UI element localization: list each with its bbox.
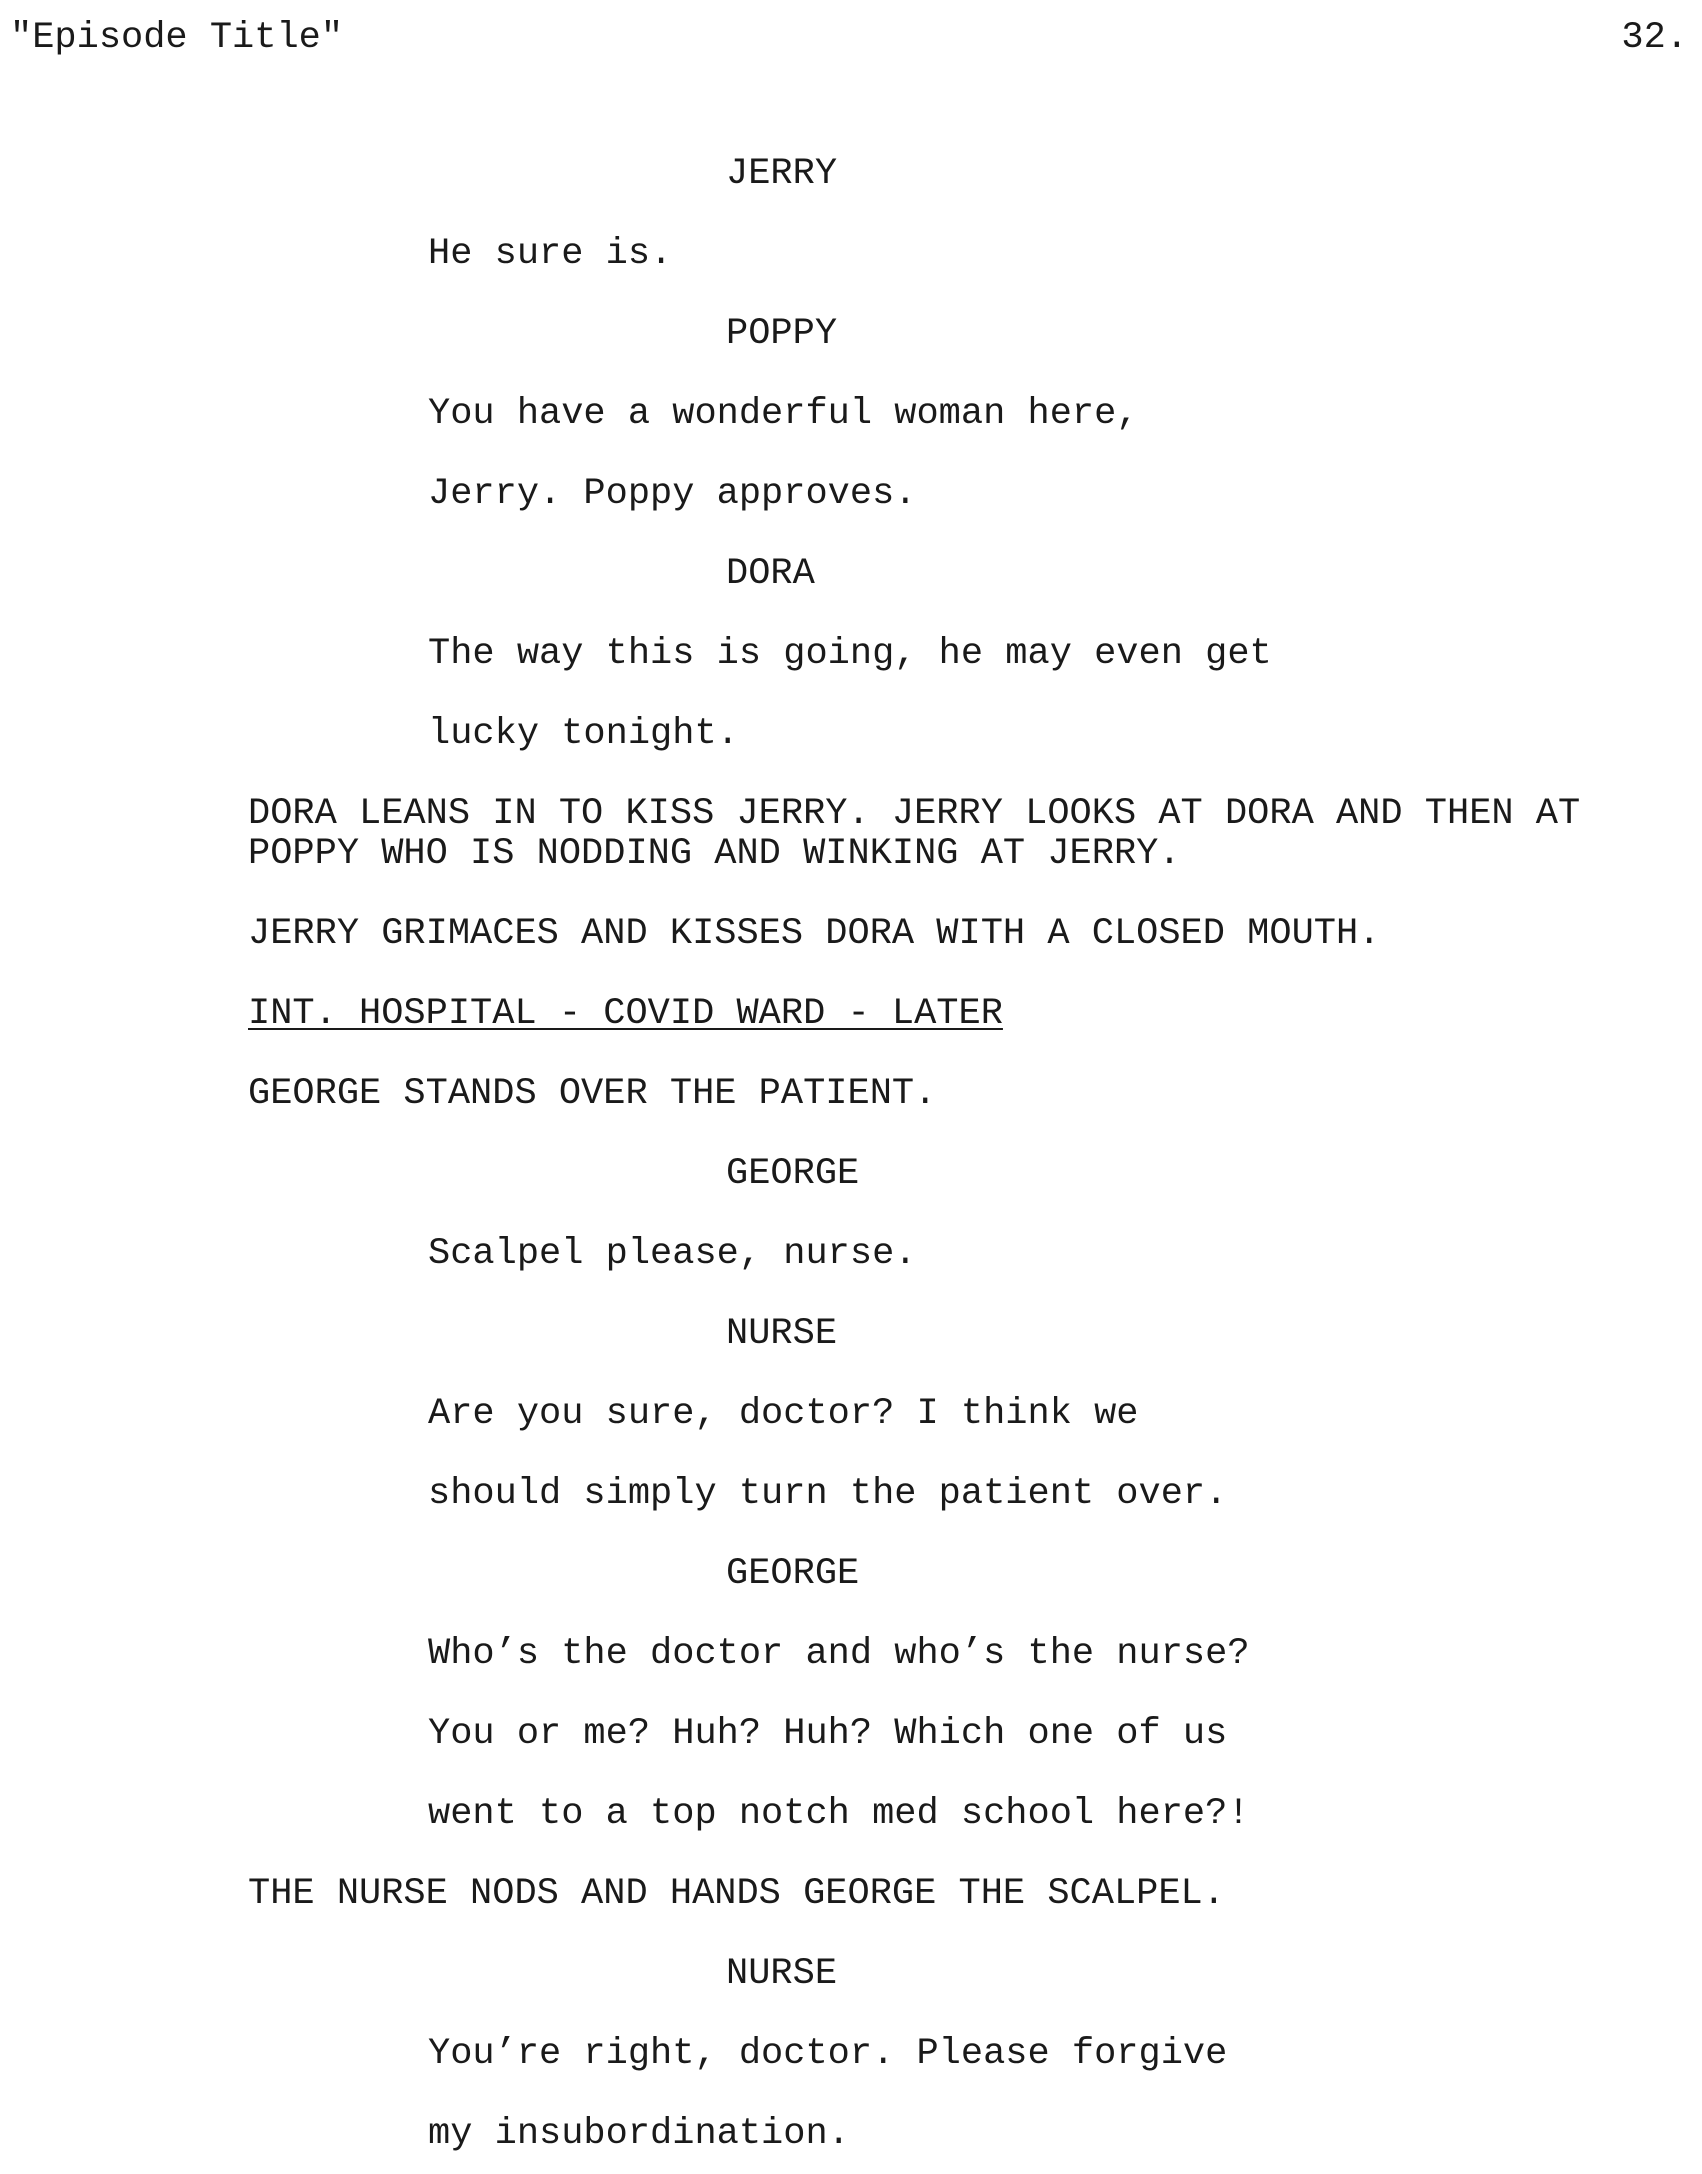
script-body [0, 134, 1702, 2174]
dialogue-line: The way this is going, he may even get [428, 633, 1272, 675]
character-name: NURSE [726, 1953, 838, 1995]
dialogue-line: You or me? Huh? Huh? Which one of us [428, 1713, 1228, 1755]
action-line: DORA LEANS IN TO KISS JERRY. JERRY LOOKS AT DORA AND THEN AT POPPY WHO IS NODDING AND WINKING AT JERRY. [248, 793, 1581, 875]
action-line: JERRY GRIMACES AND KISSES DORA WITH A CLOSED MOUTH. [248, 913, 1381, 955]
dialogue-line: Who’s the doctor and who’s the nurse? [428, 1633, 1250, 1675]
page-number: 32. [1621, 17, 1688, 59]
scene-heading [0, 974, 1702, 1054]
episode-title: "Episode Title" [10, 17, 344, 59]
character-name: GEORGE [726, 1553, 860, 1595]
dialogue-line: should simply turn the patient over. [428, 1473, 1228, 1515]
dialogue-line: You have a wonderful woman here, [428, 393, 1139, 435]
dialogue-line: went to a top notch med school here?! [428, 1793, 1250, 1835]
action-line: GEORGE STANDS OVER THE PATIENT. [248, 1073, 937, 1115]
dialogue-line: Jerry. Poppy approves. [428, 473, 917, 515]
scene-heading-text: INT. HOSPITAL - COVID WARD - LATER [248, 993, 1003, 1035]
dialogue-line: my insubordination. [428, 2113, 850, 2155]
dialogue-line: lucky tonight. [428, 713, 739, 755]
dialogue-line: You’re right, doctor. Please forgive [428, 2033, 1228, 2075]
character-name: POPPY [726, 313, 838, 355]
action-line: THE NURSE NODS AND HANDS GEORGE THE SCALPEL. [248, 1873, 1225, 1915]
character-name: JERRY [726, 153, 838, 195]
dialogue-line: He sure is. [428, 233, 673, 275]
dialogue-line: Are you sure, doctor? I think we [428, 1393, 1139, 1435]
character-name: DORA [726, 553, 815, 595]
character-name: NURSE [726, 1313, 838, 1355]
character-name: GEORGE [726, 1153, 860, 1195]
dialogue-line: Scalpel please, nurse. [428, 1233, 917, 1275]
